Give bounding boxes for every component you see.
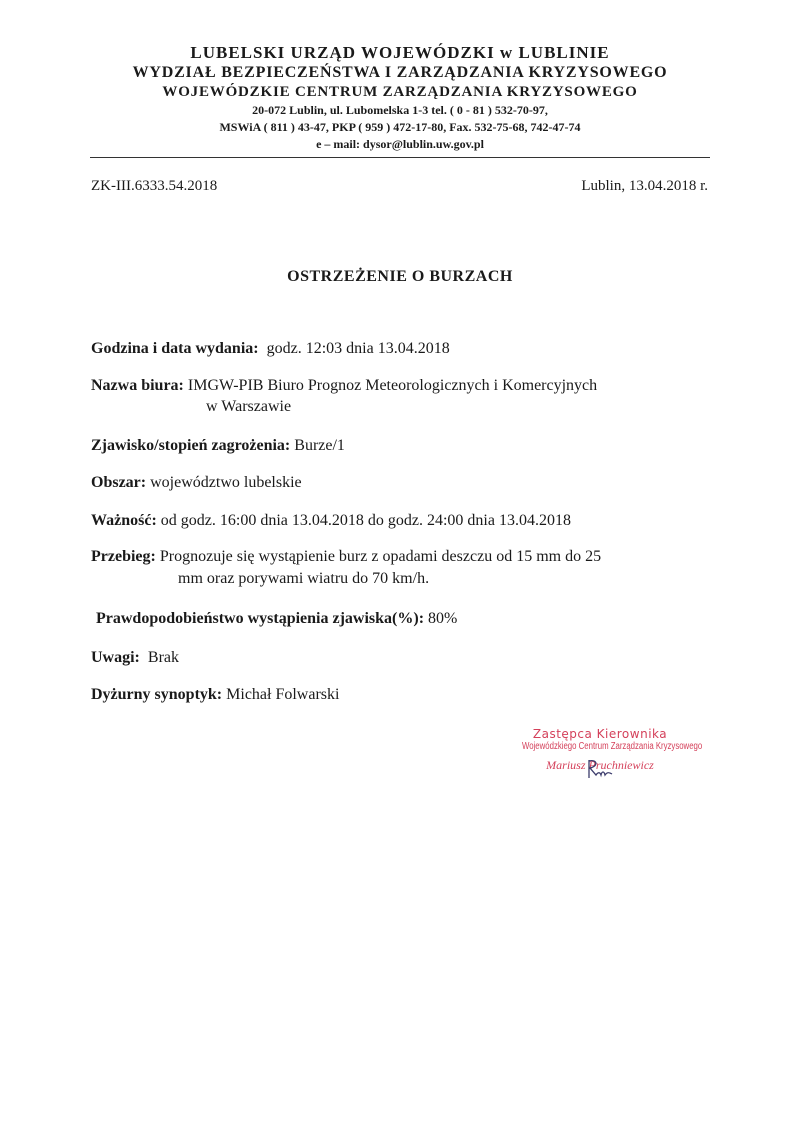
area-value: województwo lubelskie: [150, 474, 302, 491]
field-phenomenon: [91, 435, 345, 456]
letterhead: [90, 42, 710, 153]
remarks-value: Brak: [147, 649, 179, 666]
stamp-name: Mariusz Pruchniewicz: [546, 758, 654, 772]
probability-value: 80%: [428, 610, 458, 627]
course-value-line1: Prognozuje się wystąpienie burz z opadami deszczu od 15 mm do 25: [159, 548, 602, 565]
letterhead-department: WYDZIAŁ BEZPIECZEŃSTWA I ZARZĄDZANIA KRYZYSOWEGO: [132, 64, 668, 81]
field-synoptic: [91, 684, 339, 705]
office-value-line2: w Warszawie: [206, 398, 292, 415]
letterhead-phones: MSWiA ( 811 ) 43-47, PKP ( 959 ) 472-17-80, Fax. 532-75-68, 742-47-74: [219, 120, 581, 134]
field-remarks: [91, 647, 179, 668]
field-area: [91, 472, 302, 493]
letterhead-email: e – mail: dysor@lublin.uw.gov.pl: [316, 137, 484, 151]
validity-label: Ważność:: [91, 512, 157, 529]
document-title: OSTRZEŻENIE O BURZACH: [287, 268, 513, 285]
course-value-line2: mm oraz porywami wiatru do 70 km/h.: [178, 570, 430, 587]
area-label: Obszar:: [91, 474, 147, 491]
field-probability: [96, 608, 457, 629]
field-validity: [91, 510, 571, 531]
letterhead-address: 20-072 Lublin, ul. Lubomelska 1-3 tel. ( 0 - 81 ) 532-70-97,: [252, 103, 548, 117]
synoptic-value: Michał Folwarski: [226, 686, 340, 703]
stamp-unit: Wojewódzkiego Centrum Zarządzania Kryzysowego: [522, 741, 703, 752]
letterhead-center: WOJEWÓDZKIE CENTRUM ZARZĄDZANIA KRYZYSOWEGO: [162, 84, 638, 100]
course-label: Przebieg:: [91, 548, 156, 565]
probability-label: Prawdopodobieństwo wystąpienia zjawiska(%):: [96, 610, 425, 627]
office-label: Nazwa biura:: [91, 377, 184, 394]
phenomenon-value: Burze/1: [294, 437, 345, 454]
letterhead-office: LUBELSKI URZĄD WOJEWÓDZKI w LUBLINIE: [190, 43, 610, 62]
validity-value: od godz. 16:00 dnia 13.04.2018 do godz. 24:00 dnia 13.04.2018: [160, 512, 571, 529]
office-value-line1: IMGW-PIB Biuro Prognoz Meteorologicznych i Komercyjnych: [187, 377, 598, 394]
field-issued: [91, 338, 450, 359]
issued-label: Godzina i data wydania:: [91, 340, 259, 357]
signature-icon: [585, 758, 615, 780]
remarks-label: Uwagi:: [91, 649, 140, 666]
field-office: [91, 375, 597, 396]
place-date: Lublin, 13.04.2018 r.: [581, 178, 708, 194]
field-course: [91, 546, 601, 567]
header-divider: [90, 157, 710, 158]
reference-number: ZK-III.6333.54.2018: [91, 178, 218, 194]
synoptic-label: Dyżurny synoptyk:: [91, 686, 223, 703]
phenomenon-label: Zjawisko/stopień zagrożenia:: [91, 437, 291, 454]
stamp-position: Zastępca Kierownika: [532, 727, 668, 741]
issued-value: godz. 12:03 dnia 13.04.2018: [266, 340, 450, 357]
